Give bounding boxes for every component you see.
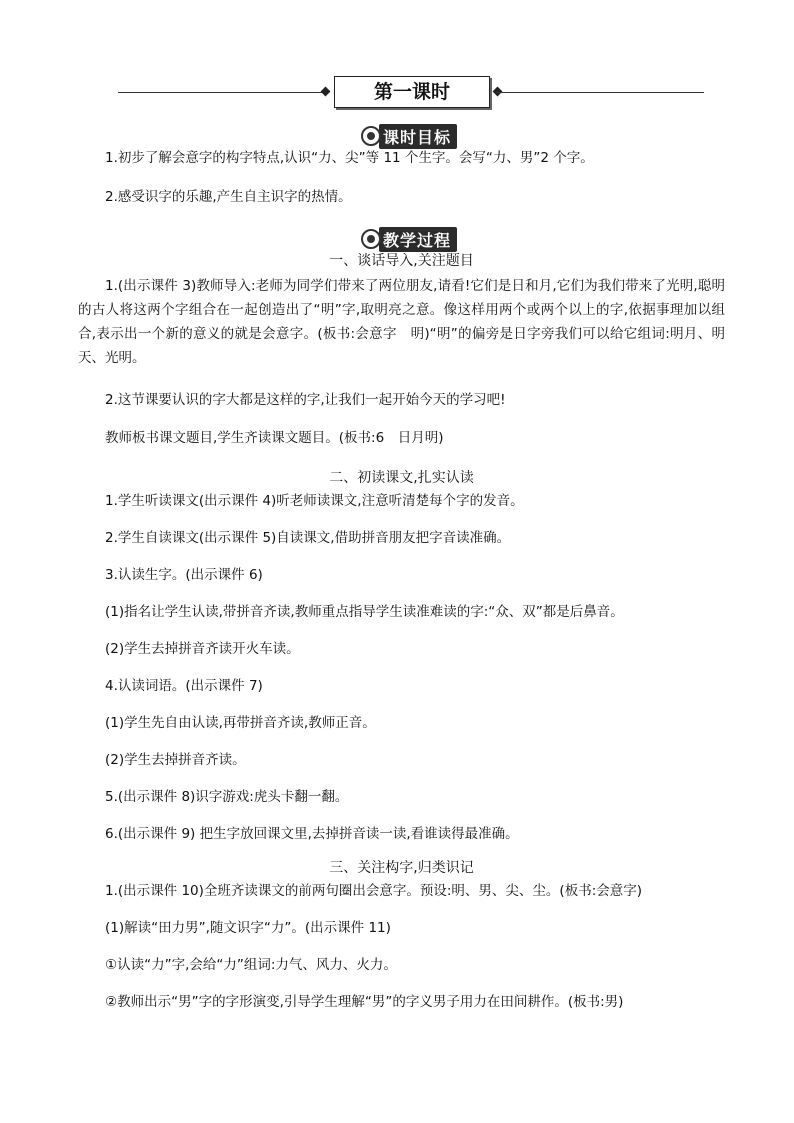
list-item: 6.(出示课件 9) 把生字放回课文里,去掉拼音读一读,看谁读得最准确。 [105,826,519,842]
page-title: 第一课时 [334,76,490,108]
list-item: 5.(出示课件 8)识字游戏:虎头卡翻一翻。 [105,789,349,805]
process-badge [361,228,457,250]
list-item: 4.认读词语。(出示课件 7) [105,678,263,694]
paragraph: 教师板书课文题目,学生齐读课文题目。(板书:6 日月明) [105,430,444,446]
list-item: 1.(出示课件 10)全班齐读课文的前两句圈出会意字。预设:明、男、尖、尘。(板书:会意字) [105,883,643,899]
objectives-badge [361,125,457,147]
objectives-badge-label: 课时目标 [379,124,457,149]
list-item: 2.学生自读课文(出示课件 5)自读课文,借助拼音朋友把字音读准确。 [105,530,511,546]
title-diamond-left [321,87,331,97]
target-icon [361,229,381,249]
list-item: ②教师出示“男”字的字形演变,引导学生理解“男”的字义男子用力在田间耕作。(板书:男) [105,994,624,1010]
title-rule-right [496,92,704,93]
objective-item: 2.感受识字的乐趣,产生自主识字的热情。 [105,189,352,205]
section-heading: 一、谈话导入,关注题目 [329,253,474,269]
process-badge-label: 教学过程 [379,227,457,252]
section-heading: 二、初读课文,扎实认读 [329,470,474,486]
lesson-title-banner [118,76,704,110]
paragraph: 1.(出示课件 3)教师导入:老师为同学们带来了两位朋友,请看!它们是日和月,它们为我们带来了光明,聪明的古人将这两个字组合在一起创造出了“明”字,取明亮之意。像这样用两个或两个以上的字,依据事理加以组合,表示出一个新的意义的就是会意字。(板书:会意字 明)“明”的偏旁是日字旁我们可以给它组词:明月、明天、光明。 [78,278,725,366]
paragraph: 2.这节课要认识的字大都是这样的字,让我们一起开始今天的学习吧! [105,392,506,408]
list-item: (1)解读“田力男”,随文识字“力”。(出示课件 11) [105,920,391,936]
list-item: 1.学生听读课文(出示课件 4)听老师读课文,注意听清楚每个字的发音。 [105,493,524,509]
list-item: 3.认读生字。(出示课件 6) [105,567,263,583]
objective-item: 1.初步了解会意字的构字特点,认识“力、尖”等 11 个生字。会写“力、男”2 个字。 [105,150,594,166]
list-item: (2)学生去掉拼音齐读。 [105,752,246,768]
list-item: (1)指名让学生认读,带拼音齐读,教师重点指导学生读准难读的字:“众、双”都是后鼻音。 [105,604,624,620]
list-item: ①认读“力”字,会给“力”组词:力气、风力、火力。 [105,957,397,973]
list-item: (1)学生先自由认读,再带拼音齐读,教师正音。 [105,715,376,731]
list-item: (2)学生去掉拼音齐读开火车读。 [105,641,300,657]
target-icon [361,126,381,146]
title-rule-left [118,92,326,93]
section-heading: 三、关注构字,归类识记 [329,860,474,876]
